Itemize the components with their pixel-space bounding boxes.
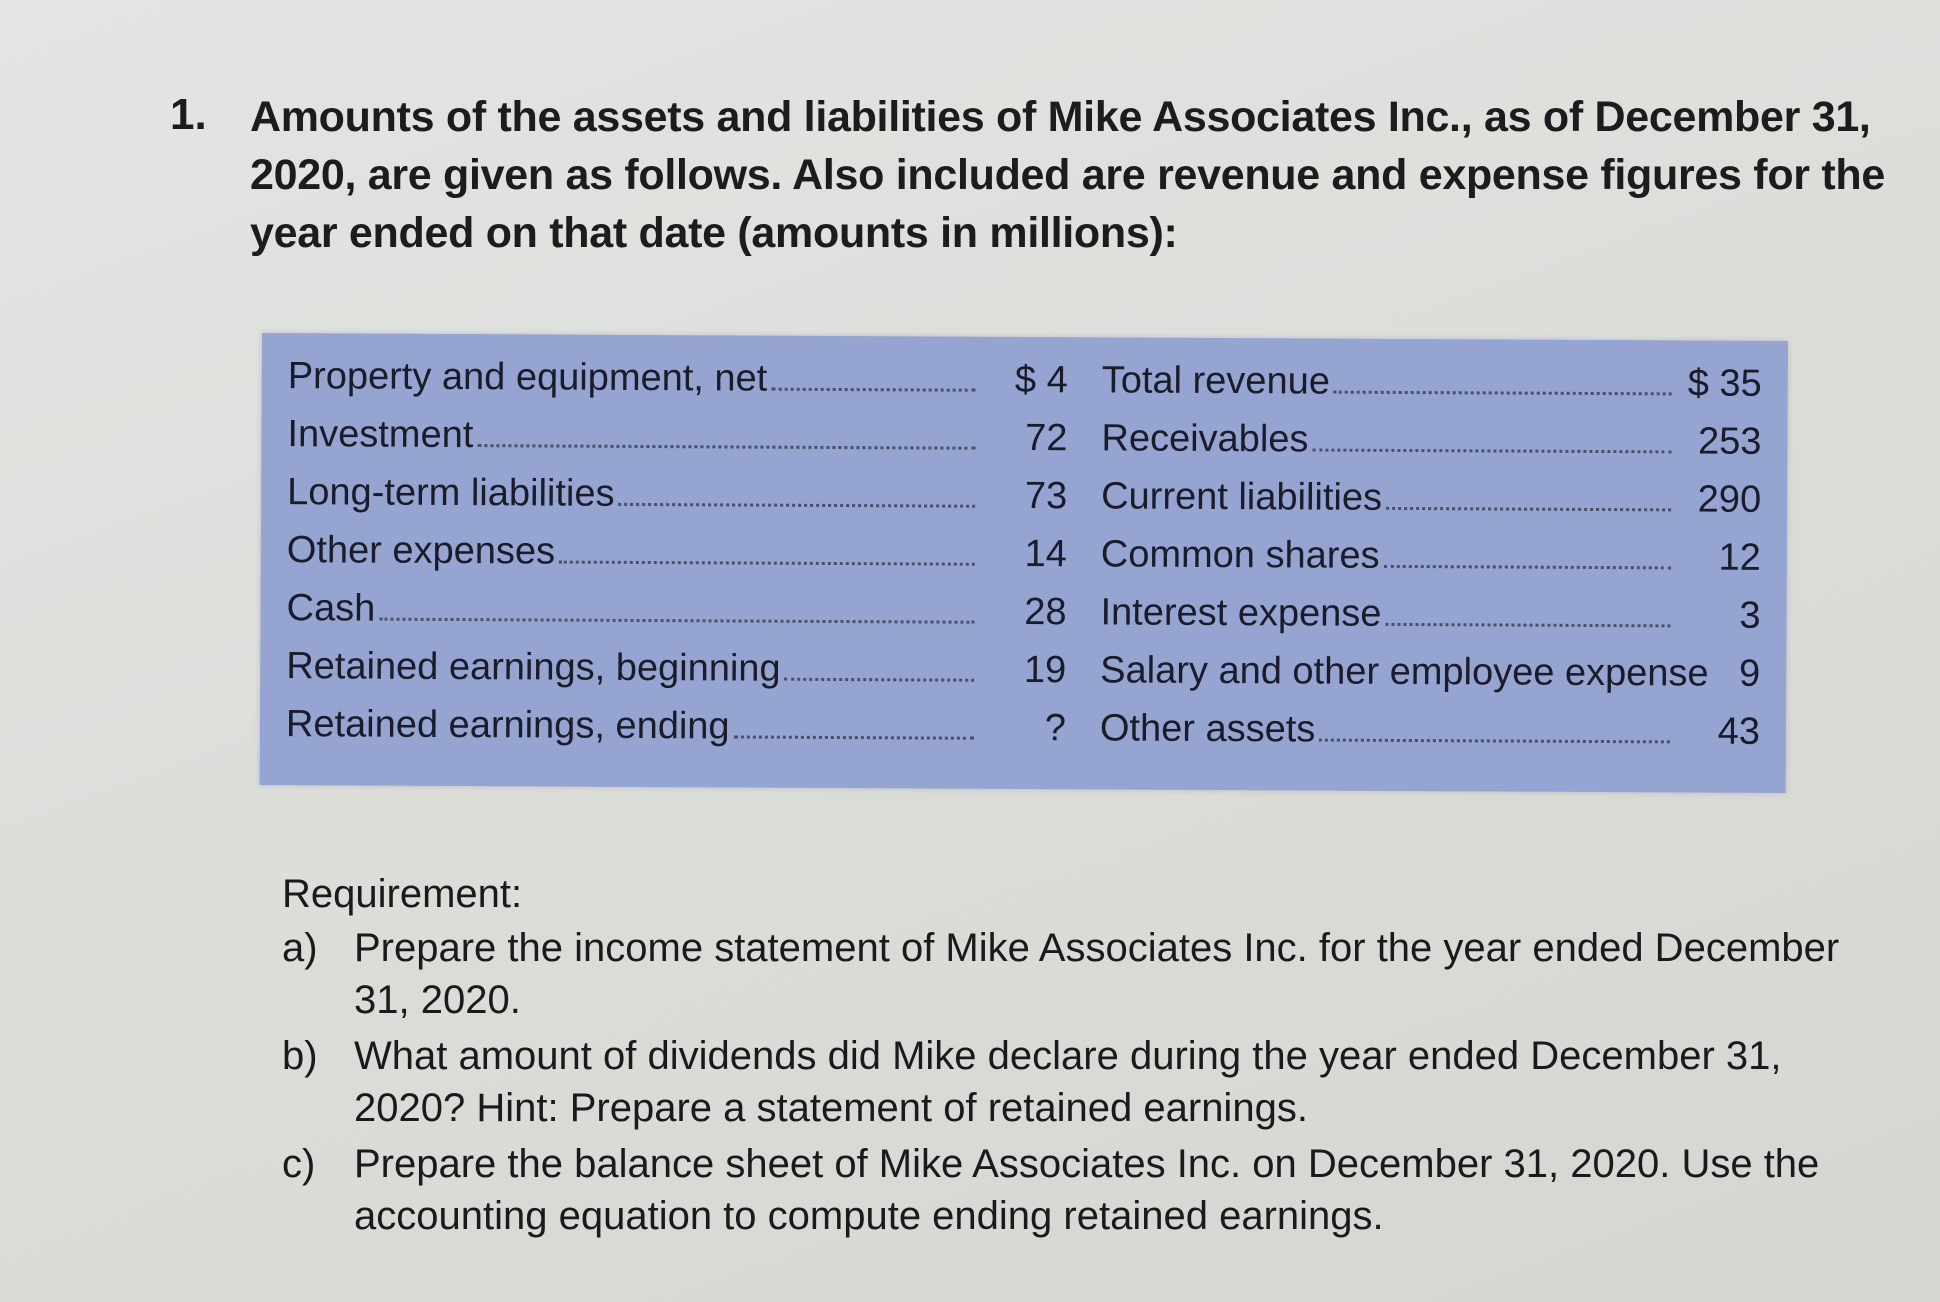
dot-leader (559, 561, 975, 566)
row-label: Salary and other employee expense (1100, 649, 1709, 695)
table-row (1101, 475, 1761, 536)
requirement-text: Prepare the balance sheet of Mike Associates Inc. on December 31, 2020. Use the accounting equation to compute ending retained earnings. (354, 1142, 1820, 1238)
row-amount: 9 (1738, 652, 1761, 695)
dot-leader (379, 618, 974, 624)
requirements-section (282, 868, 1842, 1246)
table-row (287, 413, 1067, 475)
dot-leader (771, 388, 975, 392)
question-text: Amounts of the assets and liabilities of Mike Associates Inc., as of December 31, 2020, are given as follows. Also included are revenue and expense figures for the year ended on that date (amounts in millions): (250, 93, 1885, 257)
row-label: Common shares (1100, 533, 1380, 577)
requirement-item (282, 1138, 1842, 1242)
row-label: Other expenses (286, 529, 556, 573)
row-label: Property and equipment, net (287, 355, 768, 400)
row-label: Total revenue (1101, 359, 1331, 403)
table-right-column (1100, 359, 1762, 768)
dot-leader (785, 678, 975, 682)
row-amount: $ 4 (1014, 358, 1068, 402)
dot-leader (1384, 565, 1671, 570)
dot-leader (618, 503, 975, 508)
table-row (286, 703, 1066, 765)
table-row (1100, 591, 1760, 652)
row-amount: 3 (1739, 594, 1761, 637)
table-row (1100, 707, 1760, 768)
question-number: 1. (170, 90, 207, 139)
table-row (286, 645, 1066, 707)
requirement-letter: c) (282, 1142, 316, 1186)
financial-data-table (260, 333, 1788, 793)
row-amount: 290 (1697, 478, 1762, 521)
row-label: Cash (286, 587, 376, 630)
requirement-item (282, 1030, 1842, 1134)
row-label: Other assets (1099, 707, 1316, 751)
table-row (286, 587, 1066, 649)
row-amount: 253 (1697, 420, 1762, 463)
table-row (1100, 649, 1760, 710)
row-label: Retained earnings, beginning (286, 645, 781, 690)
row-amount: 73 (1024, 474, 1068, 518)
table-row (288, 355, 1068, 417)
requirement-letter: b) (282, 1034, 318, 1078)
requirement-text: Prepare the income statement of Mike Associates Inc. for the year ended December 31, 2020. (354, 926, 1840, 1022)
row-amount: 14 (1024, 532, 1067, 576)
table-row (1101, 533, 1761, 594)
row-amount: 19 (1023, 648, 1067, 692)
row-label: Current liabilities (1101, 475, 1383, 519)
row-amount: 28 (1024, 590, 1067, 634)
dot-leader (734, 735, 974, 739)
requirement-letter: a) (282, 926, 318, 970)
table-left-column (286, 355, 1068, 765)
requirement-text: What amount of dividends did Mike declare during the year ended December 31, 2020? Hint: Prepare a statement of retained earnings. (354, 1034, 1782, 1130)
row-amount: 72 (1025, 416, 1068, 460)
row-label: Long-term liabilities (287, 471, 615, 515)
dot-leader (1385, 623, 1670, 627)
row-amount: 12 (1718, 536, 1761, 579)
table-row (287, 471, 1067, 533)
row-amount: 43 (1717, 710, 1761, 753)
row-amount: ? (1044, 707, 1067, 750)
dot-leader (1386, 507, 1671, 511)
row-amount: $ 35 (1687, 362, 1762, 405)
requirement-item (282, 922, 1842, 1026)
dot-leader (1319, 739, 1670, 744)
table-row (1102, 359, 1762, 420)
dot-leader (477, 444, 975, 450)
row-label: Interest expense (1100, 591, 1382, 635)
requirements-title: Requirement: (282, 872, 523, 916)
dot-leader (1334, 391, 1672, 396)
dot-leader (1312, 449, 1671, 454)
question (170, 88, 1890, 262)
row-label: Receivables (1101, 417, 1309, 461)
table-row (287, 529, 1067, 591)
table-row (1101, 417, 1761, 478)
row-label: Investment (287, 413, 474, 457)
row-label: Retained earnings, ending (285, 703, 730, 748)
